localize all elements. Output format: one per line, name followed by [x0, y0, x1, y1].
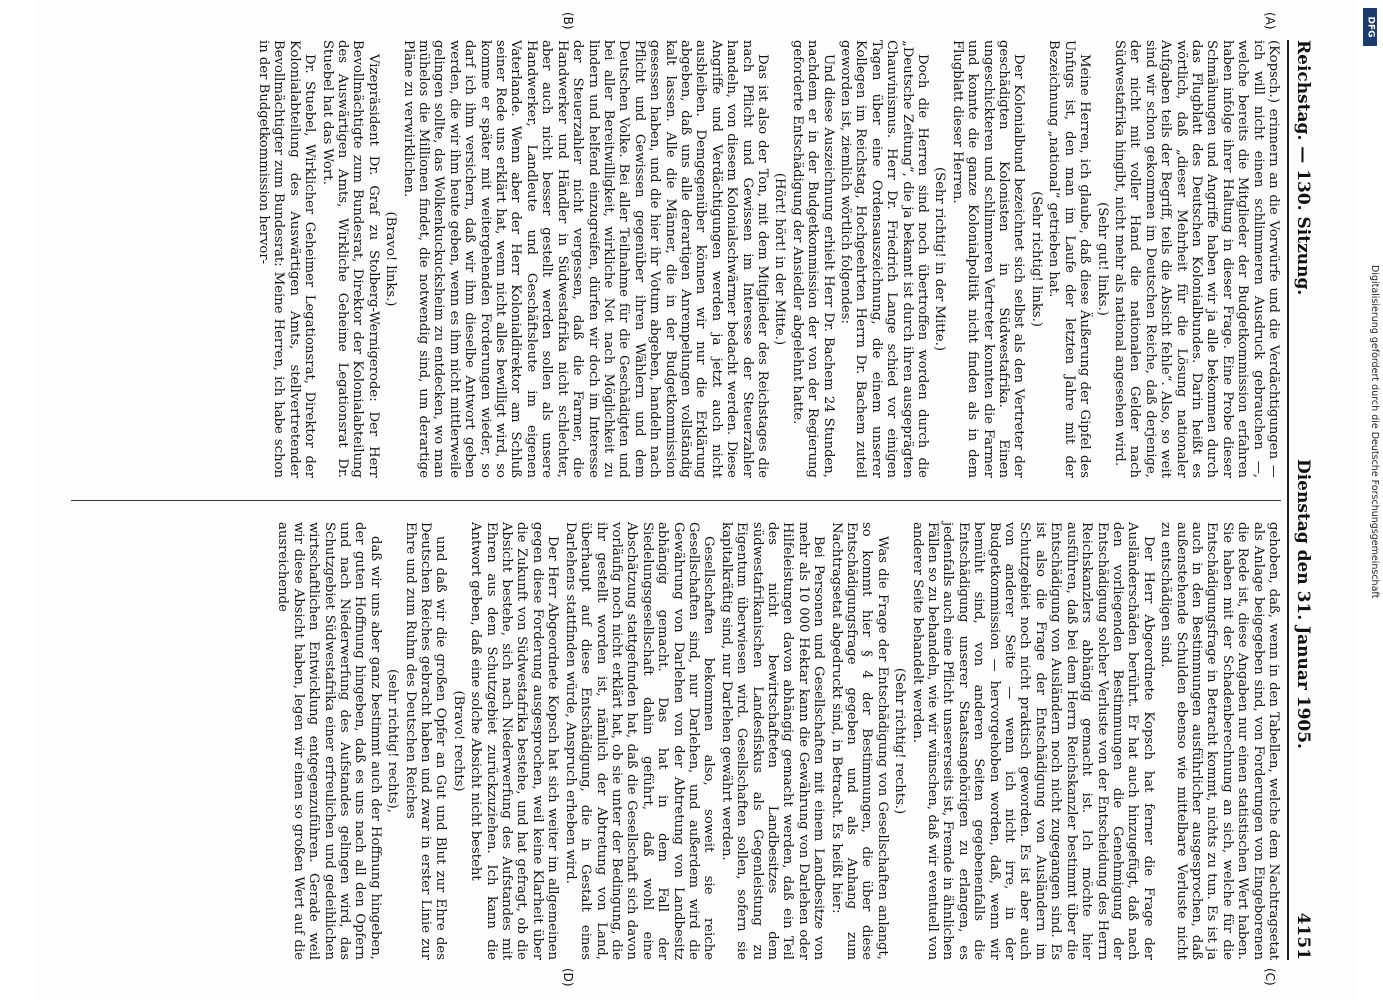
interjection: (Sehr richtig! links.): [1028, 191, 1044, 327]
left-column: [254, 40, 1281, 478]
paragraph: Dr. Stuebel, Wirklicher Geheimer Legationsrat, Direktor der Kolonialabteilung des Auswärtigen Amts, stellvertretender Bevollmächtigter zum Bundesrat: Meine Herren, ich habe schon in der Budgetkommission hervor-: [256, 40, 318, 478]
newspaper-page: [35, 0, 1355, 1000]
paragraph: Der Herr Abgeordnete Kopsch hat sich weiter im allgemeinen gegen diese Forderung ausgesprochen, weil keine Klarheit über die Zukunft von Südwestafrika bestehe, und hat gefragt, ob die Absicht bestehe, sich nach Niederwerfung des Aufstandes mit Ehren aus dem Schutzgebiet zurückzuziehen. Ich kann die Antwort geben, daß eine solche Absicht nicht besteht: [468, 522, 561, 960]
margin-mark-a: (A): [1263, 12, 1277, 30]
margin-mark-c: (C): [1263, 968, 1277, 986]
margin-mark-b: (B): [561, 12, 575, 30]
paragraph: gehoben, daß, wenn in den Tabellen, welche dem Nachtragsetat als Anlage beigegeben sind, von Forderungen von Eingeborenen die Rede ist, diese Angaben nur einen statistischen Wert haben. Sie haben mit der Schadenberechnung an sich, welche für die Entschädigungsfrage in Betracht kommt, nichts zu tun. Es ist ja auch in den Bestimmungen ausführlicher ausgesprochen, daß außenstehende Schulden ebenso wie mittelbare Verluste nicht zu entschädigen sind.: [1158, 522, 1281, 960]
interjection: (Sehr richtig! in der Mitte.): [932, 167, 948, 351]
digitization-sidebar: [1363, 8, 1380, 992]
interjection: (Sehr richtig! rechts.): [892, 667, 908, 815]
right-column: [273, 522, 1281, 960]
page-number: 4151: [1293, 912, 1313, 960]
interjection: (Bravo! rechts): [450, 690, 466, 792]
interjection: (Bravo! links.): [383, 211, 399, 307]
paragraph: Und diese Auszeichnung erhielt Herr Dr. Bachem 24 Stunden, nachdem er in der Budgetkommission der von der Regierung geforderte Entschädigung der Ansiedler abgelehnt hatte.: [789, 40, 836, 478]
paragraph: Gesellschaften bekommen also, soweit sie reiche Gesellschaften sind, nur Darlehen, und außerdem wird die Gewährung von Darlehen von der Abtretung von Landbesitz abhängig gemacht. Das hat in dem Fall der Siedelungsgesellschaft dahin geführt, daß wohl eine Abschätzung stattgefunden hat, daß die Gesellschaft sich davon vorläufig noch nicht erklärt hat, ob sie unter der Bedingung, die ihr gestellt worden ist, nämlich der Abtretung von Land, überhaupt auf diese Entschädigung, die in Gestalt eines Darlehens stattfinden würde, Anspruch erheben wird.: [562, 522, 717, 960]
margin-mark-d: (D): [561, 968, 575, 987]
paragraph: (Kopsch.) erinnern an die Vorwürfe und die Verdächtigungen — ich will nicht einen schlimmeren Ausdruck gebrauchen —, welche bereits die Mitglieder der Budgetkommission erfahren haben infolge ihrer Haltung in dieser Frage. Eine Probe dieser Schmähungen und Angriffe haben wir ja alle bekommen durch das Flugblatt des Deutschen Kolonialbundes. Darin heißt es wörtlich, daß „dieser Mehrheit für die Lösung nationaler Aufgaben teils der Begriff, teils die Absicht fehle“. Also, so weit sind wir schon gekommen im Deutschen Reiche, daß derjenige, der nicht mit voller Hand die nationalen Gelder nach Südwestafrika hingibt, nicht mehr als national angesehen wird.: [1111, 40, 1281, 478]
paragraph: daß wir uns aber ganz bestimmt auch der Hoffnung hingeben, der guten Hoffnung hingeben, daß es uns nach all den Opfern und nach Niederwerfung des Aufstandes gelingen wird, das Schutzgebiet Südwestafrika einer erfreulichen und gedeihlichen wirtschaftlichen Entwicklung entgegenzuführen. Gerade weil wir diese Absicht haben, legen wir einen so großen Wert auf die ausreichende: [275, 522, 383, 960]
paragraph: Meine Herren, ich glaube, daß diese Äußerung der Gipfel des Unfugs ist, den man im Laufe der letzten Jahre mit der Bezeichnung „national“ getrieben hat.: [1046, 40, 1093, 478]
column-divider: [71, 500, 1281, 501]
paragraph: Der Kolonialbund bezeichnet sich selbst als den Vertreter der geschädigten Kolonisten in Südwestafrika. Einen ungeschickteren und schlimmeren Vertreter konnten die Farmer und konnte die ganze Kolonialpolitik nicht finden als in dem Flugblatt dieser Herren.: [949, 40, 1027, 478]
interjection: (Hört! hört! in der Mitte.): [772, 172, 788, 346]
paragraph: Das ist also der Ton, mit dem Mitglieder des Reichstages die nach Pflicht und Gewissen im Interesse der Steuerzahler handeln, von diesem Kolonialschwärmer bedacht werden. Diese Angriffe und Verdächtigungen werden ja jetzt auch nicht ausbleiben. Demgegenüber können wir nur die Erklärung abgeben, daß uns alle derartigen Anrempelungen vollständig kalt lassen. Alle die Männer, die in der Budgetkommission gesessen haben, und die hier ihr Votum abgeben, handeln nach Pflicht und Gewissen gegenüber ihren Wählern und dem Deutschen Volke. Bei aller Teilnahme für die Geschädigten und bei aller Bereitwilligkeit, wirkliche Not nach Möglichkeit zu lindern und helfend einzugreifen, dürfen wir doch im Interesse der Steuerzahler nicht vergessen, daß die Farmer, die Handwerker und Händler in Südwestafrika nicht schlechter, aber auch nicht besser gestellt werden sollen als unsere Handwerker, Landleute und Geschäftsleute im eigenen Vaterlande. Wenn aber der Herr Kolonialdirektor am Schluß seiner Rede uns erklärt hat, wenn nicht alles bewilligt wird, so komme er später mit weitergehenden Forderungen wieder, so darf ich ihm versichern, daß wir ihm dieselbe Antwort geben werden, die wir ihm heute geben, wenn es ihm nicht mittlerweile gelingen sollte, das Wolkenkuckucksheim zu entdecken, wo man mühelos die Millionen findet, die notwendig sind, um derartige Pläne zu verwirklichen.: [400, 40, 770, 478]
header-date: Dienstag den 31. Januar 1905.: [1293, 458, 1313, 749]
paragraph: und daß wir die großen Opfer an Gut und Blut zur Ehre des Deutschen Reiches gebracht haben und zwar in erster Linie zur Ehre und zum Ruhm des Deutschen Reiches: [402, 522, 449, 960]
paragraph: Doch die Herren sind noch übertroffen worden durch die „Deutsche Zeitung“, die ja bekannt ist durch ihren ausgeprägten Chauvinismus. Herr Dr. Friedrich Lange schied vor einigen Tagen über eine Ordensauszeichnung, die einem unserer Kollegen im Reichstag, Hochgeehrten Herrn Dr. Bachem zuteil geworden ist, ziemlich wörtlich folgendes:: [838, 40, 931, 478]
interjection: (sehr richtig! rechts),: [385, 669, 401, 813]
paragraph: Der Herr Abgeordnete Kopsch hat ferner die Frage der Ausländerschäden berührt. Er hat auch hinzugefügt, daß nach den vorliegenden Bestimmungen die Genehmigung der Entschädigung solcher Verluste von der Entscheidung des Herrn Reichskanzlers abhängig gemacht ist. Ich möchte hier ausführen, daß bei dem Herrn Reichskanzler bestimmt über die Entschädigung von Ausländern noch nicht zugegangen sind. Es ist also die Frage der Entschädigung von Ausländern im Schutzgebiet noch nicht praktisch geworden. Es ist aber auch von anderer Seite — wenn ich nicht irre, in der Budgetkommission — hervorgehoben worden, daß, wenn wir bemüht sind, von anderen Seiten gegebenenfalls die Entschädigung unserer Staatsangehörigen zu erlangen, es jedenfalls auch eine Pflicht unsererseits ist, Fremde in ähnlichen Fällen so zu behandeln, wie wir wünschen, daß wir eventuell von anderer Seite behandelt werden.: [909, 522, 1156, 960]
paragraph: Vizepräsident Dr. Graf zu Stolberg-Wernigerode: Der Herr Bevollmächtigte zum Bundesrat, Direktor der Kolonialabteilung des Auswärtigen Amts, Wirkliche Geheime Legationsrat Dr. Stuebel hat das Wort.: [319, 40, 381, 478]
dfg-logo: DFG: [1363, 8, 1377, 46]
interjection: (Sehr gut! links.): [1094, 202, 1110, 316]
header-left: Reichstag. — 130. Sitzung.: [1293, 40, 1313, 296]
page-header: [1287, 40, 1333, 960]
digitization-credit: Digitalisierung gefördert durch die Deutsche Forschungsgemeinschaft: [1369, 265, 1380, 599]
paragraph: Was die Frage der Entschädigung von Gesellschaften anlangt, so kommt hier § 4 der Bestimmungen, die über diese Entschädigungsfrage gegeben und als Anhang zum Nachtragsetat abgedruckt sind, in Betracht. Es heißt hier:: [828, 522, 890, 960]
paragraph: Bei Personen und Gesellschaften mit einem Landbesitze von mehr als 10 000 Hektar kann die Gewährung von Darlehen oder Hilfeleistungen davon abhängig gemacht werden, daß ein Teil des nicht bewirtschafteten Landbesitzes dem südwestafrikanischen Landesfiskus als Gegenleistung zu Eigentum überwiesen wird. Gesellschaften sollen, sofern sie kapitalkräftig sind, nur Darlehen gewährt werden.: [718, 522, 827, 960]
